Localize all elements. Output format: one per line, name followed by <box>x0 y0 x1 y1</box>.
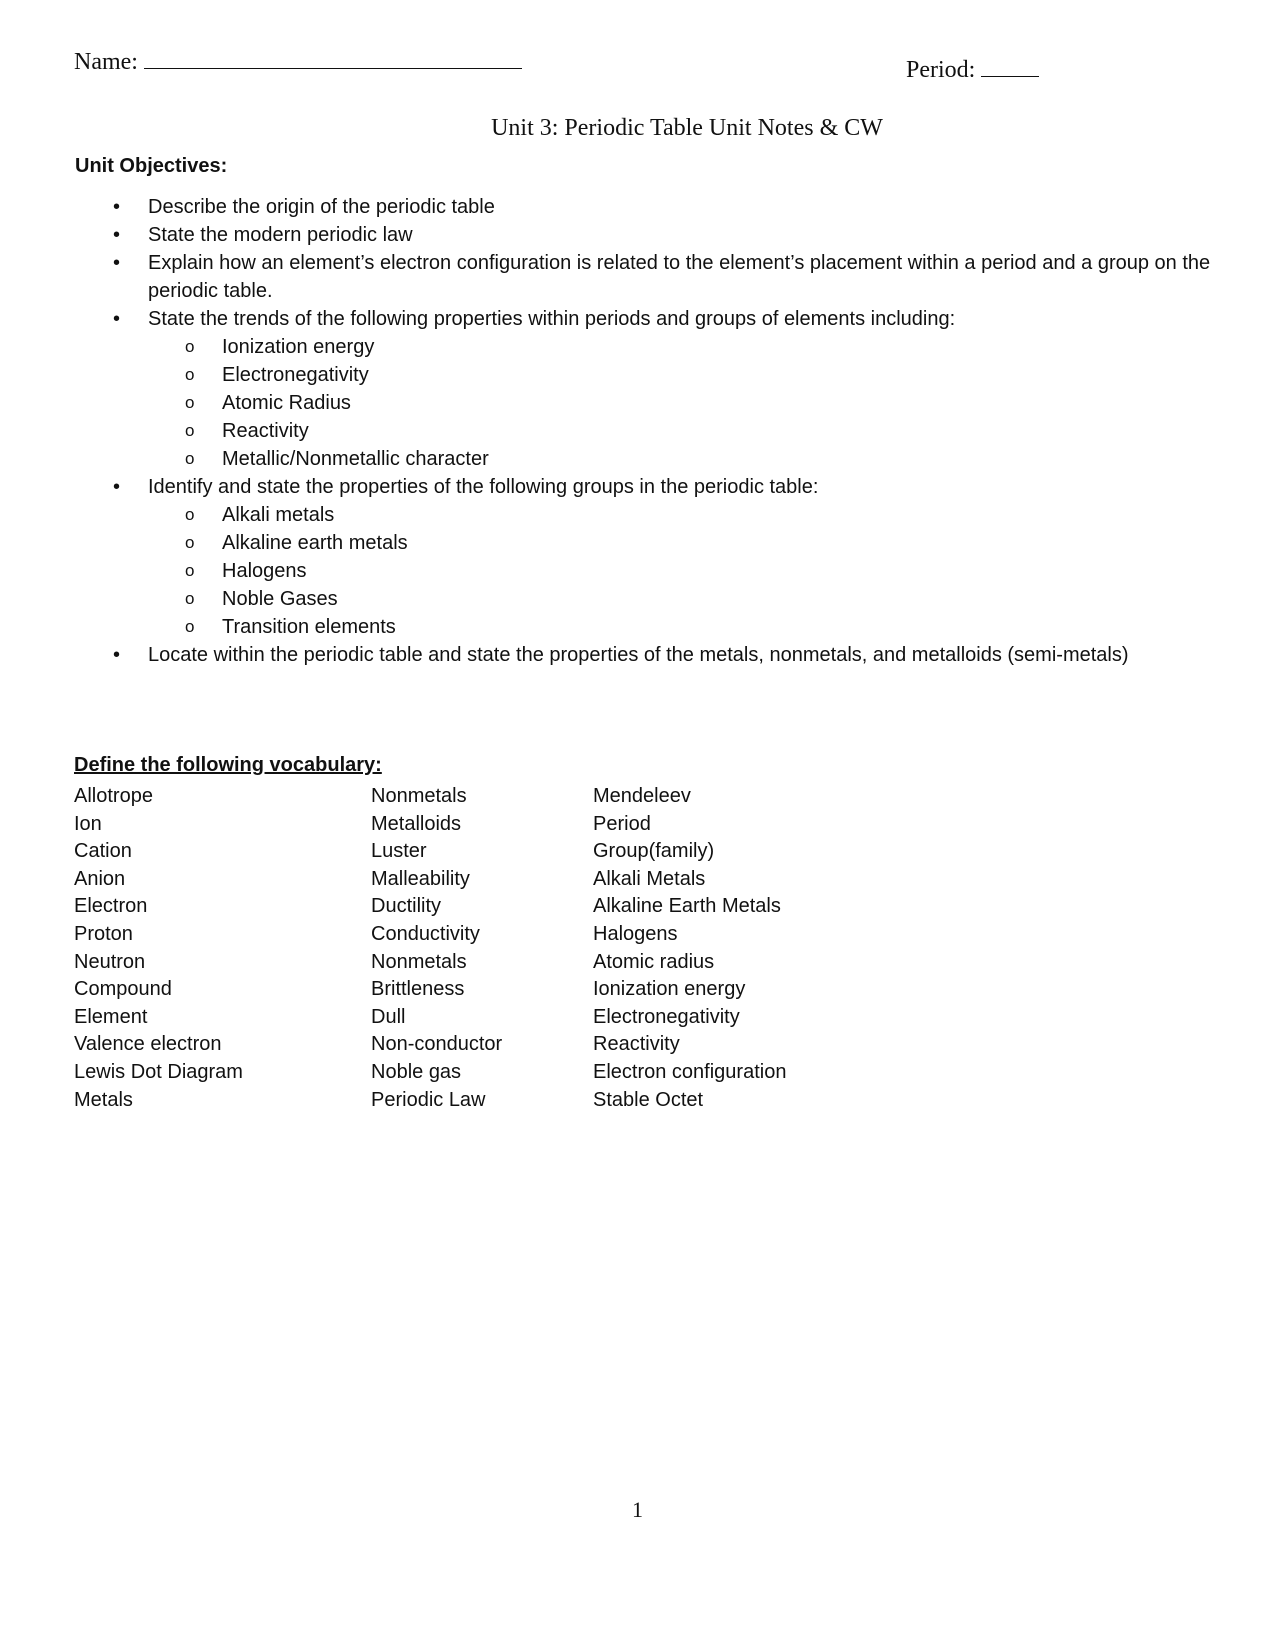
objective-item <box>75 473 1225 501</box>
vocab-term: Non-conductor <box>371 1033 503 1056</box>
objective-subitem <box>75 585 1225 613</box>
objectives-list <box>75 193 1225 669</box>
bullet-icon: • <box>113 308 121 330</box>
objective-subitem <box>75 613 1225 641</box>
vocab-term: Nonmetals <box>371 950 467 973</box>
objective-subitem-text: Noble Gases <box>222 588 338 610</box>
objective-subitem <box>75 389 1225 417</box>
objective-text: Identify and state the properties of the following groups in the periodic table: <box>148 476 819 498</box>
objective-item <box>75 305 1225 333</box>
vocab-term: Halogens <box>593 922 678 945</box>
vocab-term: Noble gas <box>371 1060 462 1083</box>
objective-subitem <box>75 501 1225 529</box>
circle-bullet-icon: o <box>185 533 195 552</box>
objective-text: Locate within the periodic table and state the properties of the metals, nonmetals, and metalloids (semi-metals) <box>148 644 1129 666</box>
vocabulary-column-1 <box>74 783 243 1114</box>
page-number: 1 <box>632 1497 643 1522</box>
vocab-term: Stable Octet <box>593 1088 704 1111</box>
circle-bullet-icon: o <box>185 365 195 384</box>
vocab-term: Reactivity <box>593 1033 680 1056</box>
vocab-term: Compound <box>74 978 172 1001</box>
objective-subitem <box>75 557 1225 585</box>
bullet-icon: • <box>113 196 121 218</box>
vocabulary-column-2 <box>371 783 502 1114</box>
vocab-term: Conductivity <box>371 922 480 945</box>
objective-text: State the trends of the following properties within periods and groups of elements including: <box>148 308 956 330</box>
objective-subitem-text: Electronegativity <box>222 364 369 386</box>
objective-subitem-text: Transition elements <box>222 616 396 638</box>
vocab-term: Malleability <box>371 867 470 890</box>
objective-text: Explain how an element’s electron configuration is related to the element’s placement within a period and a group on the periodic table. <box>148 252 1211 302</box>
circle-bullet-icon: o <box>185 337 195 356</box>
vocab-term: Ionization energy <box>593 978 746 1001</box>
circle-bullet-icon: o <box>185 589 195 608</box>
circle-bullet-icon: o <box>185 561 195 580</box>
name-field <box>74 48 522 76</box>
vocab-term: Anion <box>74 867 126 890</box>
name-blank-line[interactable] <box>144 48 522 69</box>
bullet-icon: • <box>113 644 121 666</box>
vocab-term: Alkali Metals <box>593 867 706 890</box>
vocab-term: Electron configuration <box>593 1060 787 1083</box>
objective-subitem <box>75 445 1225 473</box>
vocab-term: Brittleness <box>371 978 465 1001</box>
objective-subitem-text: Metallic/Nonmetallic character <box>222 448 489 470</box>
vocab-term: Alkaline Earth Metals <box>593 895 781 918</box>
objective-subitem <box>75 333 1225 361</box>
objective-subitem-text: Halogens <box>222 560 307 582</box>
vocab-term: Period <box>593 812 651 835</box>
circle-bullet-icon: o <box>185 617 195 636</box>
vocab-term: Group(family) <box>593 840 715 863</box>
page-title: Unit 3: Periodic Table Unit Notes & CW <box>491 115 883 141</box>
objective-item <box>75 249 1225 305</box>
vocab-term: Element <box>74 1005 148 1028</box>
period-field <box>906 56 1039 84</box>
vocab-term: Ductility <box>371 895 442 918</box>
circle-bullet-icon: o <box>185 505 195 524</box>
objectives-heading: Unit Objectives: <box>75 155 228 177</box>
vocab-term: Periodic Law <box>371 1088 486 1111</box>
name-label: Name: <box>74 49 138 75</box>
bullet-icon: • <box>113 224 121 246</box>
vocab-term: Nonmetals <box>371 785 467 807</box>
vocab-term: Dull <box>371 1005 406 1028</box>
vocab-term: Proton <box>74 922 133 945</box>
objective-subitem-text: Alkaline earth metals <box>222 532 408 554</box>
circle-bullet-icon: o <box>185 449 195 468</box>
objective-subitem-text: Alkali metals <box>222 504 335 526</box>
objective-subitem <box>75 529 1225 557</box>
bullet-icon: • <box>113 476 121 498</box>
vocab-term: Atomic radius <box>593 950 715 973</box>
period-label: Period: <box>906 57 976 83</box>
vocab-term: Electron <box>74 895 148 918</box>
objective-item <box>75 641 1225 669</box>
circle-bullet-icon: o <box>185 421 195 440</box>
vocabulary-heading: Define the following vocabulary: <box>74 754 382 776</box>
vocab-term: Neutron <box>74 950 146 973</box>
objective-subitem-text: Reactivity <box>222 420 309 442</box>
vocab-term: Luster <box>371 840 427 863</box>
objective-text: Describe the origin of the periodic table <box>148 196 495 218</box>
objective-text: State the modern periodic law <box>148 224 413 246</box>
vocab-term: Metals <box>74 1088 133 1111</box>
vocab-term: Mendeleev <box>593 785 691 807</box>
objective-subitem <box>75 417 1225 445</box>
vocab-term: Allotrope <box>74 785 153 807</box>
objective-subitem <box>75 361 1225 389</box>
bullet-icon: • <box>113 252 121 274</box>
vocab-term: Metalloids <box>371 812 462 835</box>
objective-subitem-text: Ionization energy <box>222 336 375 358</box>
vocab-term: Ion <box>74 812 102 835</box>
vocabulary-column-3 <box>593 783 786 1114</box>
objective-item <box>75 221 1225 249</box>
vocab-term: Cation <box>74 840 132 863</box>
period-blank-line[interactable] <box>981 56 1039 77</box>
vocab-term: Lewis Dot Diagram <box>74 1060 243 1083</box>
circle-bullet-icon: o <box>185 393 195 412</box>
vocab-term: Electronegativity <box>593 1005 740 1028</box>
objective-subitem-text: Atomic Radius <box>222 392 351 414</box>
vocab-term: Valence electron <box>74 1033 222 1056</box>
objective-item <box>75 193 1225 221</box>
